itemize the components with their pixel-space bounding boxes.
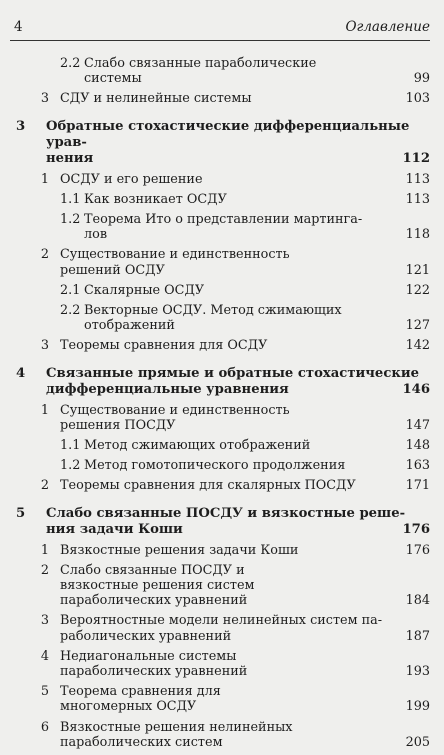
- toc-entry-page: 176: [405, 542, 430, 558]
- toc-entry-title: [60, 91, 444, 106]
- toc-entry: [0, 543, 444, 558]
- toc-entry: [0, 303, 444, 333]
- toc-entry-number: 4: [16, 365, 26, 381]
- toc-chapter: [0, 506, 444, 538]
- toc-entry-title-line: Существование и единственность: [60, 402, 290, 418]
- toc-entry-number: 1: [40, 542, 49, 558]
- toc-entry-number: 1.2: [60, 212, 81, 228]
- toc-entry-title: [60, 720, 444, 750]
- toc-entry-title-line: дифференциальные уравнения: [46, 381, 289, 397]
- toc-entry: [0, 247, 444, 277]
- toc-entry: [0, 212, 444, 242]
- toc-entry-number: 3: [40, 338, 49, 354]
- toc-entry-title: [60, 684, 444, 714]
- toc-entry-number: 5: [16, 505, 26, 521]
- toc-entry-title-line: Теоремы сравнения для скалярных ПОСДУ: [60, 478, 356, 494]
- toc-entry: [0, 338, 444, 353]
- toc-entry-title: [60, 543, 444, 558]
- toc-entry-title-line: Существование и единственность: [60, 247, 290, 263]
- toc-entry-number: 2.2: [60, 303, 81, 319]
- toc-entry-title-line: Метод гомотопического продолжения: [84, 458, 346, 474]
- toc-entry-title-line: Связанные прямые и обратные стохастические: [46, 365, 420, 381]
- toc-entry-title: [46, 119, 444, 167]
- toc-entry-title-line: ния задачи Коши: [46, 521, 183, 537]
- toc-entry-title: [84, 438, 444, 453]
- toc-entry-title-line: раболических уравнений: [60, 628, 232, 644]
- toc-entry-title-line: Вязкостные решения задачи Коши: [60, 542, 299, 558]
- toc-entry-page: 184: [405, 593, 430, 609]
- toc-entry-title-line: отображений: [84, 318, 175, 334]
- toc-entry-title-line: параболических систем: [60, 734, 223, 750]
- toc-entry-title-line: нения: [46, 150, 94, 166]
- toc-entry-title: [84, 303, 444, 333]
- toc-entry-title: [60, 403, 444, 433]
- toc-entry-title: [60, 478, 444, 493]
- toc-entry: [0, 684, 444, 714]
- toc-entry-page: 147: [405, 417, 430, 433]
- toc-entry-title-line: Скалярные ОСДУ: [84, 282, 205, 298]
- toc-entry-title: [84, 56, 444, 86]
- toc-entry-title-line: Теорема Ито о представлении мартинга-: [84, 212, 363, 228]
- toc-entry: [0, 283, 444, 298]
- toc-entry: [0, 720, 444, 750]
- toc-entry-title-line: Вероятностные модели нелинейных систем па-: [60, 613, 383, 629]
- toc-entry-title-line: многомерных ОСДУ: [60, 699, 197, 715]
- toc-entry-title: [46, 506, 444, 538]
- toc-entry-number: 3: [40, 613, 49, 629]
- toc-entry: [0, 91, 444, 106]
- toc-entry-page: 99: [413, 71, 430, 87]
- toc-entry-title-line: Недиагональные системы: [60, 648, 237, 664]
- toc-entry-title-line: Теорема сравнения для: [60, 684, 221, 700]
- toc-entry-page: 113: [405, 171, 430, 187]
- toc-entry-number: 1.2: [60, 458, 81, 474]
- toc-entry-number: 2: [40, 247, 49, 263]
- toc-entry-title-line: Метод сжимающих отображений: [84, 438, 311, 454]
- toc-entry-title: [84, 283, 444, 298]
- toc-entry-title-line: Теоремы сравнения для ОСДУ: [60, 338, 268, 354]
- toc-entry-number: 3: [40, 91, 49, 107]
- toc-entry-title: [84, 192, 444, 207]
- toc-chapter: [0, 119, 444, 167]
- toc-entry-page: 148: [405, 438, 430, 454]
- toc-entry-title: [60, 247, 444, 277]
- toc-entry: [0, 403, 444, 433]
- toc-entry: [0, 56, 444, 86]
- toc-entry-title: [60, 649, 444, 679]
- toc-entry-page: 118: [405, 227, 430, 243]
- toc-entry-number: 2: [40, 478, 49, 494]
- toc-entry: [0, 192, 444, 207]
- header-rule: [10, 40, 430, 41]
- toc-entry-page: 163: [405, 458, 430, 474]
- toc-entry-page: 176: [402, 521, 430, 537]
- table-of-contents: [0, 56, 444, 755]
- toc-entry: [0, 478, 444, 493]
- toc-entry-title-line: Слабо связанные ПОСДУ и: [60, 562, 245, 578]
- toc-entry-title-line: СДУ и нелинейные системы: [60, 91, 252, 107]
- toc-entry-title-line: Обратные стохастические дифференциальные урав-: [46, 118, 410, 150]
- toc-entry-title: [60, 613, 444, 643]
- toc-entry-number: 6: [40, 719, 49, 735]
- toc-entry-title-line: вязкостные решения систем: [60, 578, 255, 594]
- toc-entry-title-line: ОСДУ и его решение: [60, 171, 203, 187]
- toc-entry: [0, 613, 444, 643]
- toc-entry-page: 112: [402, 150, 430, 166]
- toc-entry-title-line: параболических уравнений: [60, 593, 248, 609]
- toc-entry-number: 1: [40, 402, 49, 418]
- toc-entry-title: [46, 366, 444, 398]
- toc-entry-title-line: Слабо связанные ПОСДУ и вязкостные реше-: [46, 505, 406, 521]
- toc-entry-page: 146: [402, 381, 430, 397]
- toc-entry: [0, 649, 444, 679]
- toc-entry-title-line: решения ПОСДУ: [60, 417, 176, 433]
- toc-entry-page: 142: [405, 338, 430, 354]
- toc-entry-title-line: Векторные ОСДУ. Метод сжимающих: [84, 303, 342, 319]
- toc-entry-number: 2.2: [60, 56, 81, 71]
- toc-entry-title: [60, 563, 444, 609]
- toc-entry-number: 5: [40, 684, 49, 700]
- toc-entry-number: 3: [16, 118, 26, 134]
- toc-entry-number: 2.1: [60, 282, 81, 298]
- page-header: [14, 19, 430, 37]
- toc-entry-title-line: решений ОСДУ: [60, 262, 165, 278]
- running-title: Оглавление: [345, 19, 430, 35]
- toc-entry-title: [84, 212, 444, 242]
- toc-entry: [0, 438, 444, 453]
- toc-entry-title-line: лов: [84, 227, 108, 243]
- toc-entry-page: 187: [405, 628, 430, 644]
- toc-entry-page: 121: [405, 262, 430, 278]
- toc-entry-number: 2: [40, 562, 49, 578]
- page-number: 4: [14, 19, 23, 35]
- toc-entry-title: [60, 338, 444, 353]
- toc-entry-page: 171: [405, 478, 430, 494]
- toc-entry-page: 205: [405, 734, 430, 750]
- toc-entry: [0, 172, 444, 187]
- toc-entry-number: 4: [40, 648, 49, 664]
- toc-entry-number: 1.1: [60, 438, 81, 454]
- toc-entry-page: 193: [405, 664, 430, 680]
- toc-entry-title-line: Слабо связанные параболические: [84, 56, 317, 71]
- toc-entry-title-line: Как возникает ОСДУ: [84, 191, 227, 207]
- toc-entry: [0, 563, 444, 609]
- toc-entry: [0, 458, 444, 473]
- toc-entry-number: 1.1: [60, 191, 81, 207]
- toc-entry-number: 1: [40, 171, 49, 187]
- toc-entry-page: 122: [405, 282, 430, 298]
- toc-entry-title-line: системы: [84, 71, 142, 87]
- toc-entry-title: [84, 458, 444, 473]
- toc-chapter: [0, 366, 444, 398]
- toc-entry-page: 113: [405, 191, 430, 207]
- toc-entry-title: [60, 172, 444, 187]
- toc-entry-title-line: параболических уравнений: [60, 664, 248, 680]
- toc-entry-page: 127: [405, 318, 430, 334]
- toc-entry-page: 103: [405, 91, 430, 107]
- toc-entry-page: 199: [405, 699, 430, 715]
- toc-entry-title-line: Вязкостные решения нелинейных: [60, 719, 293, 735]
